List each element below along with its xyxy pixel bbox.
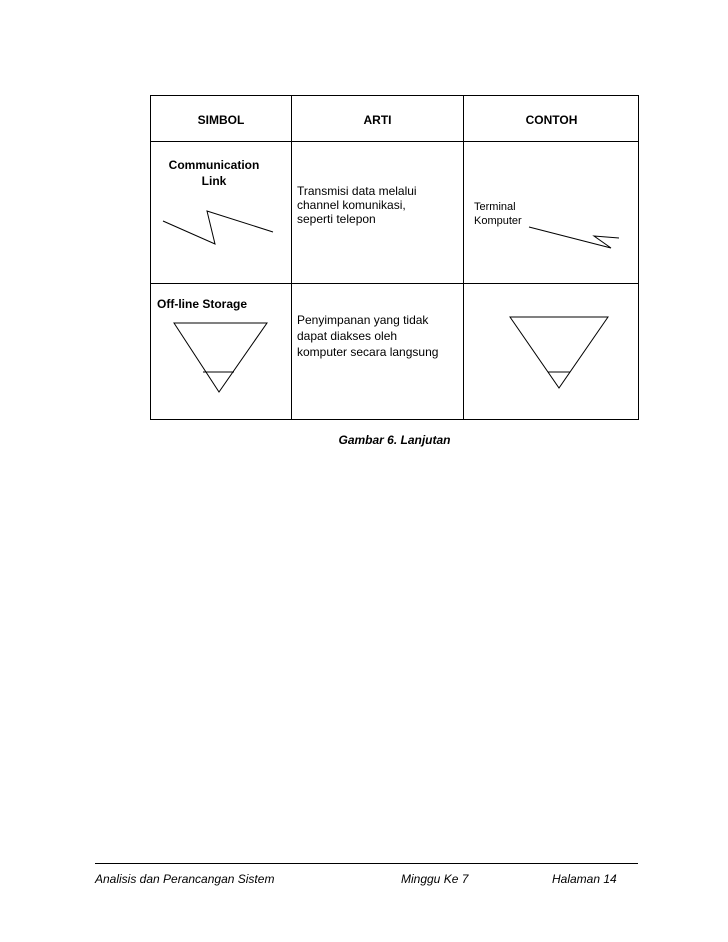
meaning-line: seperti telepon (297, 212, 376, 226)
footer-divider (95, 863, 638, 864)
example-line: Komputer (474, 215, 522, 227)
meaning-line: Transmisi data melalui (297, 184, 417, 198)
symbol-name-line: Link (201, 174, 227, 188)
meaning-line: channel komunikasi, (297, 198, 406, 212)
footer-page-number: Halaman 14 (552, 872, 617, 886)
offline-storage-example (151, 96, 640, 421)
footer-course-title: Analisis dan Perancangan Sistem (95, 872, 275, 886)
header-simbol: SIMBOL (197, 113, 245, 127)
symbol-table (150, 95, 639, 420)
example-line: Terminal (474, 201, 516, 213)
header-contoh: CONTOH (525, 113, 578, 127)
header-arti: ARTI (363, 113, 392, 127)
meaning-line: dapat diakses oleh (297, 329, 398, 343)
meaning-line: Penyimpanan yang tidak (297, 313, 429, 327)
symbol-name-line: Communication (168, 158, 260, 172)
footer-week: Minggu Ke 7 (401, 872, 469, 886)
meaning-line: komputer secara langsung (297, 345, 439, 359)
symbol-name-offline-storage: Off-line Storage (157, 297, 248, 311)
figure-caption: Gambar 6. Lanjutan (338, 433, 451, 447)
